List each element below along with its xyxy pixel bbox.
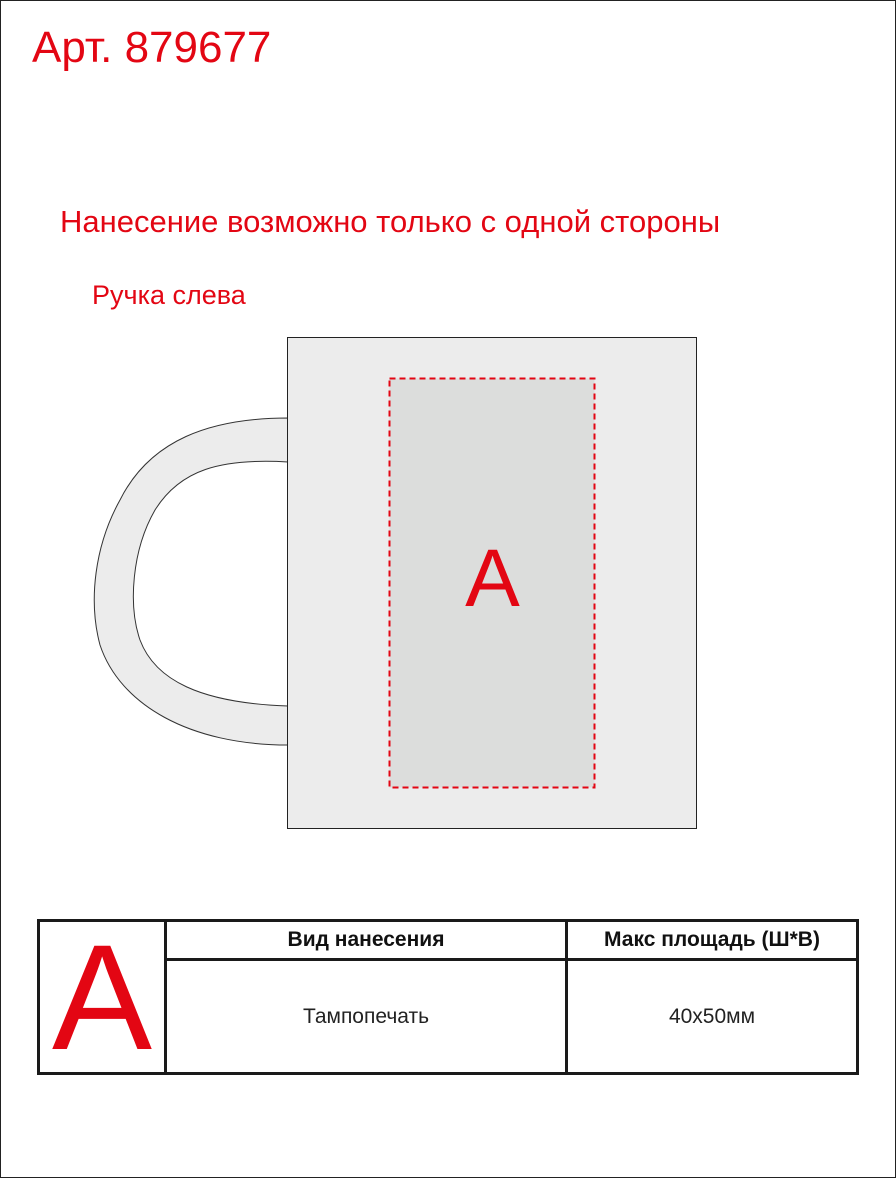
article-number: Арт. 879677 (32, 23, 272, 72)
zone-letter-cell: A (39, 921, 166, 1074)
mug-handle (94, 418, 288, 745)
max-area-value: 40х50мм (567, 960, 858, 1074)
method-value: Тампопечать (166, 960, 567, 1074)
handle-position-note: Ручка слева (92, 280, 246, 310)
specs-table (37, 913, 859, 1081)
single-side-note: Нанесение возможно только с одной стороны (60, 204, 721, 239)
method-header: Вид нанесения (166, 921, 567, 960)
print-zone-label: A (465, 533, 520, 624)
max-area-header: Макс площадь (Ш*В) (567, 921, 858, 960)
